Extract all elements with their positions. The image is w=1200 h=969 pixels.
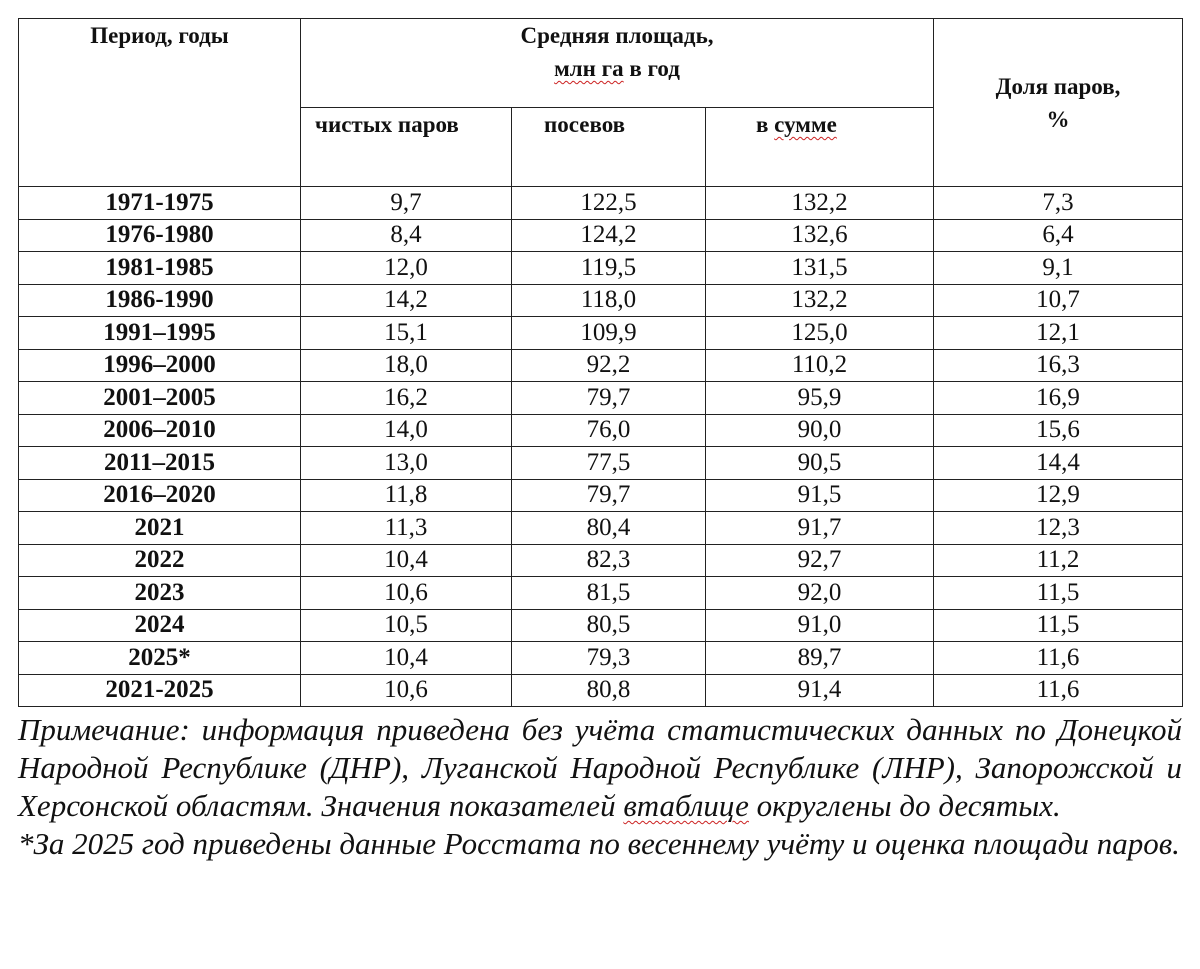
sown-cell: 80,4 (512, 512, 706, 545)
table-row (19, 284, 1183, 317)
period-cell: 1971-1975 (19, 187, 301, 220)
fallow-share-cell: 11,5 (934, 577, 1183, 610)
total-cell: 90,5 (706, 447, 934, 480)
fallow-share-cell: 16,9 (934, 382, 1183, 415)
header-average-area-per-year: в год (623, 56, 680, 81)
note-main-tail: округлены до десятых. (748, 788, 1061, 823)
clean-fallow-cell: 10,6 (301, 674, 512, 707)
header-sown-label: посевов (544, 112, 626, 137)
note-main (18, 711, 1182, 825)
document-page (18, 18, 1182, 863)
fallow-share-cell: 11,6 (934, 642, 1183, 675)
sown-cell: 118,0 (512, 284, 706, 317)
total-cell: 132,2 (706, 187, 934, 220)
sown-cell: 92,2 (512, 349, 706, 382)
sown-cell: 82,3 (512, 544, 706, 577)
clean-fallow-cell: 14,2 (301, 284, 512, 317)
sown-cell: 76,0 (512, 414, 706, 447)
clean-fallow-cell: 14,0 (301, 414, 512, 447)
header-total (706, 108, 934, 187)
period-cell: 2011–2015 (19, 447, 301, 480)
total-cell: 132,2 (706, 284, 934, 317)
clean-fallow-cell: 10,4 (301, 544, 512, 577)
clean-fallow-cell: 10,5 (301, 609, 512, 642)
header-average-area-line2 (301, 52, 933, 85)
table-row (19, 674, 1183, 707)
header-fallow-share (934, 19, 1183, 187)
table-row (19, 577, 1183, 610)
total-cell: 132,6 (706, 219, 934, 252)
note-footnote: *За 2025 год приведены данные Росстата по весеннему учёту и оценка площади паров. (18, 826, 1180, 861)
clean-fallow-cell: 15,1 (301, 317, 512, 350)
header-period-label: Период, годы (90, 23, 229, 48)
period-cell: 1996–2000 (19, 349, 301, 382)
fallow-share-cell: 12,9 (934, 479, 1183, 512)
table-row (19, 219, 1183, 252)
total-cell: 91,5 (706, 479, 934, 512)
fallow-share-cell: 10,7 (934, 284, 1183, 317)
clean-fallow-cell: 13,0 (301, 447, 512, 480)
fallow-share-cell: 11,6 (934, 674, 1183, 707)
header-total-label-a: в (756, 112, 775, 137)
period-cell: 2016–2020 (19, 479, 301, 512)
period-cell: 2001–2005 (19, 382, 301, 415)
header-sown (512, 108, 706, 187)
header-average-area-line1: Средняя площадь, (520, 23, 714, 48)
fallow-share-cell: 7,3 (934, 187, 1183, 220)
sown-cell: 122,5 (512, 187, 706, 220)
table-body (19, 187, 1183, 707)
total-cell: 89,7 (706, 642, 934, 675)
period-cell: 2021 (19, 512, 301, 545)
fallow-share-cell: 14,4 (934, 447, 1183, 480)
total-cell: 91,7 (706, 512, 934, 545)
clean-fallow-cell: 12,0 (301, 252, 512, 285)
clean-fallow-cell: 9,7 (301, 187, 512, 220)
header-average-area (301, 19, 934, 108)
note-main-text: Примечание: информация приведена без учёта статистических данных по Донецкой Народной Республике (ДНР), Луганской Народной Республике (ЛНР), Запорожской и Херсонской областям. Значения показателей (18, 712, 1182, 823)
fallow-share-cell: 11,2 (934, 544, 1183, 577)
table-row (19, 447, 1183, 480)
fallow-share-cell: 6,4 (934, 219, 1183, 252)
total-cell: 110,2 (706, 349, 934, 382)
clean-fallow-cell: 11,8 (301, 479, 512, 512)
table-row (19, 544, 1183, 577)
total-cell: 90,0 (706, 414, 934, 447)
table-row (19, 317, 1183, 350)
clean-fallow-cell: 16,2 (301, 382, 512, 415)
period-cell: 1991–1995 (19, 317, 301, 350)
fallow-share-cell: 12,3 (934, 512, 1183, 545)
table-row (19, 642, 1183, 675)
sown-cell: 124,2 (512, 219, 706, 252)
fallow-share-cell: 9,1 (934, 252, 1183, 285)
clean-fallow-cell: 10,6 (301, 577, 512, 610)
header-fallow-share-line1: Доля паров, (995, 73, 1121, 99)
fallow-share-cell: 15,6 (934, 414, 1183, 447)
header-period (19, 19, 301, 187)
table-row (19, 609, 1183, 642)
sown-cell: 79,3 (512, 642, 706, 675)
total-cell: 91,0 (706, 609, 934, 642)
sown-cell: 80,5 (512, 609, 706, 642)
header-total-label-b: сумме (774, 112, 837, 137)
table-row (19, 414, 1183, 447)
sown-cell: 109,9 (512, 317, 706, 350)
header-fallow-share-line2: % (1046, 106, 1070, 132)
note-main-misspelled-word: втаблице (623, 788, 749, 823)
table-row (19, 252, 1183, 285)
sown-cell: 119,5 (512, 252, 706, 285)
total-cell: 92,0 (706, 577, 934, 610)
table-notes (18, 711, 1182, 863)
period-cell: 1976-1980 (19, 219, 301, 252)
clean-fallow-cell: 8,4 (301, 219, 512, 252)
header-average-area-unit: млн га (554, 56, 624, 81)
period-cell: 1981-1985 (19, 252, 301, 285)
period-cell: 2024 (19, 609, 301, 642)
total-cell: 95,9 (706, 382, 934, 415)
table-row (19, 479, 1183, 512)
total-cell: 125,0 (706, 317, 934, 350)
period-cell: 2022 (19, 544, 301, 577)
fallow-share-cell: 16,3 (934, 349, 1183, 382)
header-clean-fallow (301, 108, 512, 187)
clean-fallow-cell: 11,3 (301, 512, 512, 545)
period-cell: 2025* (19, 642, 301, 675)
table-row (19, 187, 1183, 220)
sown-cell: 79,7 (512, 382, 706, 415)
total-cell: 131,5 (706, 252, 934, 285)
period-cell: 1986-1990 (19, 284, 301, 317)
clean-fallow-cell: 10,4 (301, 642, 512, 675)
fallow-share-cell: 11,5 (934, 609, 1183, 642)
sown-cell: 77,5 (512, 447, 706, 480)
table-row (19, 349, 1183, 382)
fallow-area-table (18, 18, 1183, 707)
sown-cell: 80,8 (512, 674, 706, 707)
period-cell: 2006–2010 (19, 414, 301, 447)
total-cell: 91,4 (706, 674, 934, 707)
table-row (19, 382, 1183, 415)
table-row (19, 512, 1183, 545)
sown-cell: 81,5 (512, 577, 706, 610)
clean-fallow-cell: 18,0 (301, 349, 512, 382)
fallow-share-cell: 12,1 (934, 317, 1183, 350)
header-clean-fallow-label: чистых паров (315, 112, 459, 137)
period-cell: 2021-2025 (19, 674, 301, 707)
period-cell: 2023 (19, 577, 301, 610)
total-cell: 92,7 (706, 544, 934, 577)
sown-cell: 79,7 (512, 479, 706, 512)
